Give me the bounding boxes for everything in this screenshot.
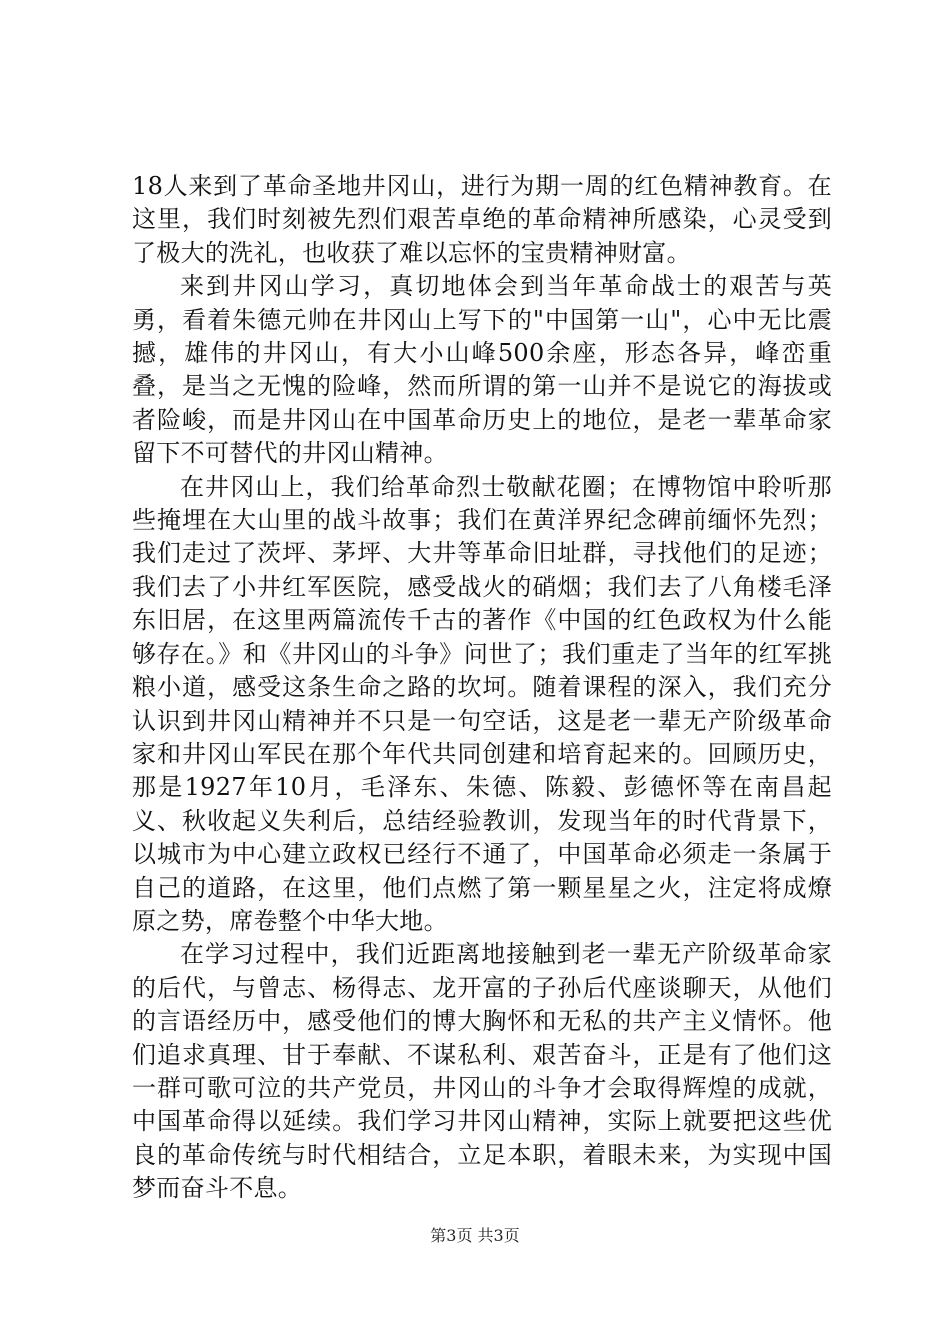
paragraph-4: 在学习过程中，我们近距离地接触到老一辈无产阶级革命家的后代，与曾志、杨得志、龙开富的子孙后代座谈聊天，从他们的言语经历中，感受他们的博大胸怀和无私的共产主义情怀。他们追求真理、甘于奉献、不谋私利、艰苦奋斗，正是有了他们这一群可歌可泣的共产党员，井冈山的斗争才会取得辉煌的成就，中国革命得以延续。我们学习井冈山精神，实际上就要把这些优良的革命传统与时代相结合，立足本职，着眼未来，为实现中国梦而奋斗不息。 — [132, 940, 832, 1203]
page-footer: 第3页 共3页 — [430, 1226, 520, 1245]
paragraph-2: 来到井冈山学习，真切地体会到当年革命战士的艰苦与英勇，看着朱德元帅在井冈山上写下的"中国第一山"，心中无比震撼，雄伟的井冈山，有大小山峰500余座，形态各异，峰峦重叠，是当之无愧的险峰，然而所谓的第一山并不是说它的海拔或者险峻，而是井冈山在中国革命历史上的地位，是老一辈革命家留下不可替代的井冈山精神。 — [132, 272, 832, 468]
paragraph-1: 18人来到了革命圣地井冈山，进行为期一周的红色精神教育。在这里，我们时刻被先烈们艰苦卓绝的革命精神所感染，心灵受到了极大的洗礼，也收获了难以忘怀的宝贵精神财富。 — [132, 172, 832, 267]
paragraph-3: 在井冈山上，我们给革命烈士敬献花圈；在博物馆中聆听那些掩埋在大山里的战斗故事；我们在黄洋界纪念碑前缅怀先烈；我们走过了茨坪、茅坪、大井等革命旧址群，寻找他们的足迹；我们去了小井红军医院，感受战火的硝烟；我们去了八角楼毛泽东旧居，在这里两篇流传千古的著作《中国的红色政权为什么能够存在。》和《井冈山的斗争》问世了；我们重走了当年的红军挑粮小道，感受这条生命之路的坎坷。随着课程的深入，我们充分认识到井冈山精神并不只是一句空话，这是老一辈无产阶级革命家和井冈山军民在那个年代共同创建和培育起来的。回顾历史，那是1927年10月，毛泽东、朱德、陈毅、彭德怀等在南昌起义、秋收起义失利后，总结经验教训，发现当年的时代背景下，以城市为中心建立政权已经行不通了，中国革命必须走一条属于自己的道路，在这里，他们点燃了第一颗星星之火，注定将成燎原之势，席卷整个中华大地。 — [132, 472, 832, 935]
document-body — [132, 170, 832, 1206]
